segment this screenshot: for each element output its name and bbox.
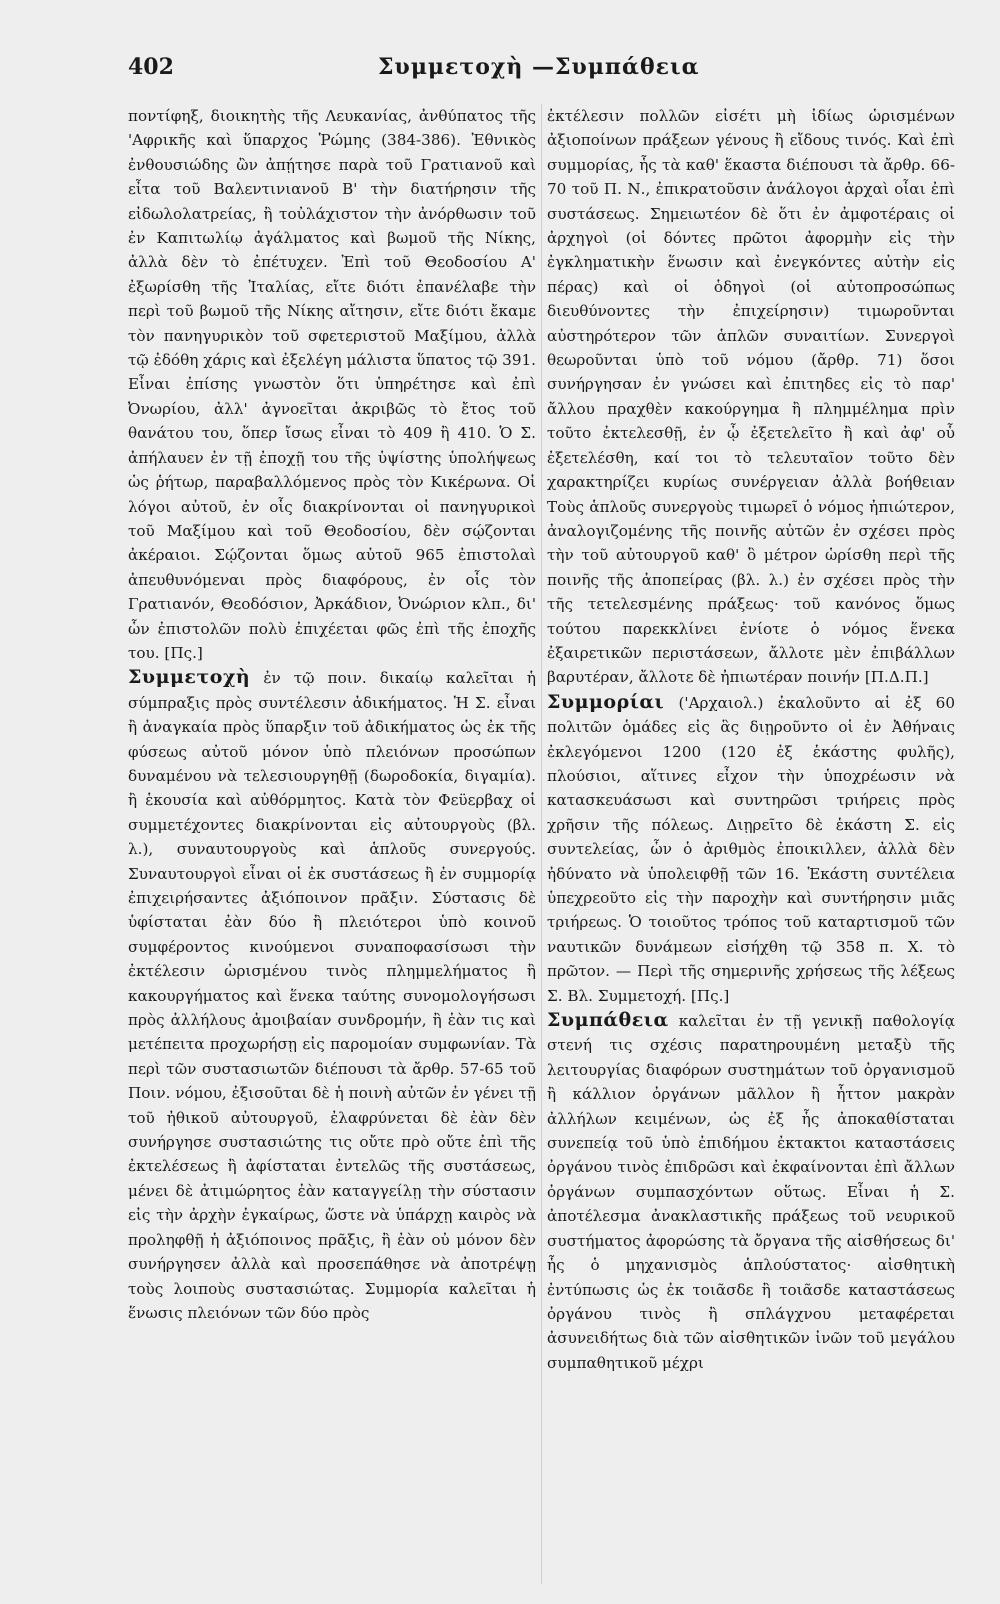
entry-headword: Συμπάθεια [547, 1009, 669, 1032]
entry-text: ('Αρχαιολ.) ἐκαλοῦντο αἱ ἐξ 60 πολιτῶν ὁμάδες εἰς ἃς διῃροῦντο οἱ ἐν Ἀθήναις ἐκλεγόμενοι 1200 (120 ἐξ ἑκάστης φυλῆς), πλούσιοι, αἵτινες εἶχον τὴν ὑποχρέωσιν νὰ κατασκευάσωσι καὶ συντηρῶσι τριήρεις πρὸς χρῆσιν τῆς πόλεως. Διῃρεῖτο δὲ ἑκάστη Σ. εἰς συντελείας, ὧν ὁ ἀριθμὸς ἐποικιλλεν, ἀλλὰ δὲν ἠδύνατο νὰ ὑπολειφθῇ τῶν 16. Ἑκάστη συντέλεια ὑπεχρεοῦτο εἰς τὴν παροχὴν καὶ συντήρησιν μιᾶς τριήρεως. Ὁ τοιοῦτος τρόπος τοῦ καταρτισμοῦ τῶν ναυτικῶν δυνάμεων εἰσήχθη τῷ 358 π. Χ. τὸ πρῶτον. — Περὶ τῆς σημερινῆς χρήσεως τῆς λέξεως Σ. Βλ. Συμμετοχή. [Πς.] [547, 693, 955, 1005]
right-column [547, 104, 955, 1584]
entry-headword: Συμμορίαι [547, 690, 665, 713]
paragraph-symmachus-continued: ποντίφηξ, διοικητὴς τῆς Λευκανίας, ἀνθύπατος τῆς 'Αφρικῆς καὶ ὕπαρχος Ῥώμης (384-386). Ἐθνικὸς ἐνθουσιώδης ὢν ἀπῄτησε παρὰ τοῦ Γρατιανοῦ καὶ εἶτα τοῦ Βαλεντινιανοῦ Β' τὴν διατήρησιν τῆς εἰδωλολατρείας, ἢ τοὐλάχιστον τὴν ἀνόρθωσιν τοῦ ἐν Καπιτωλίῳ ἀγάλματος καὶ βωμοῦ τῆς Νίκης, ἀλλὰ δὲν τὸ ἐπέτυχεν. Ἐπὶ τοῦ Θεοδοσίου Α' ἐξωρίσθη τῆς Ἰταλίας, εἴτε διότι ἐπανέλαβε τὴν περὶ τοῦ βωμοῦ τῆς Νίκης αἴτησιν, εἴτε διότι ἔκαμε τὸν πανηγυρικὸν τοῦ σφετεριστοῦ Μαξίμου, ἀλλὰ τῷ ἐδόθη χάρις καὶ ἐξελέγη μάλιστα ὕπατος τῷ 391. Εἶναι ἐπίσης γνωστὸν ὅτι ὑπηρέτησε καὶ ἐπὶ Ὀνωρίου, ἀλλ' ἀγνοεῖται ἀκριβῶς τὸ ἔτος τοῦ θανάτου του, ὅπερ ἴσως εἶναι τὸ 409 ἢ 410. Ὁ Σ. ἀπήλαυεν ἐν τῇ ἐποχῇ του τῆς ὑψίστης ὑπολήψεως ὡς ῥήτωρ, παραβαλλόμενος πρὸς τὸν Κικέρωνα. Οἱ λόγοι αὐτοῦ, ἐν οἷς διακρίνονται οἱ πανηγυρικοὶ τοῦ Μαξίμου καὶ τοῦ Θεοδοσίου, δὲν σῴζονται ἀκέραιοι. Σῴζονται ὅμως αὐτοῦ 965 ἐπιστολαὶ ἀπευθυνόμεναι πρὸς διαφόρους, ἐν οἷς τὸν Γρατιανόν, Θεοδόσιον, Ἀρκάδιον, Ὀνώριον κλπ., δι' ὧν ἐπιστολῶν πολὺ ἐπιχέεται φῶς ἐπὶ τῆς ἐποχῆς του. [Πς.] [128, 107, 536, 662]
entry-text: ἐν τῷ ποιν. δικαίῳ καλεῖται ἡ σύμπραξις πρὸς συντέλεσιν ἀδικήματος. Ἡ Σ. εἶναι ἢ ἀναγκαία πρὸς ὕπαρξιν τοῦ ἀδικήματος ὡς ἐκ τῆς φύσεως αὐτοῦ μόνον ὑπὸ πλειόνων προσώπων δυναμένου νὰ τελεσιουργηθῇ (δωροδοκία, διγαμία). ἢ ἑκουσία καὶ αὐθόρμητος. Κατὰ τὸν Φεϋερβαχ οἱ συμμετέχοντες διακρίνονται εἰς αὐτουργοὺς (βλ. λ.), συναυτουργοὺς καὶ ἁπλοῦς συνεργούς. Συναυτουργοὶ εἶναι οἱ ἐκ συστάσεως ἢ ἐν συμμορίᾳ ἐπιχειρήσαντες ἀξιόποινον πρᾶξιν. Σύστασις δὲ ὑφίσταται ἐὰν δύο ἢ πλειότεροι ὑπὸ κοινοῦ συμφέροντος κινούμενοι συναποφασίσωσι τὴν ἐκτέλεσιν ὡρισμένου τινὸς πλημμελήματος ἢ κακουργήματος καὶ ἕνεκα ταύτης συνομολογήσωσι πρὸς ἀλλήλους ἀμοιβαίαν συνδρομήν, ἢ ἐὰν τις καὶ μετέπειτα προχωρήσῃ εἰς παρομοίαν συμφωνίαν. Τὰ περὶ τῶν συστασιωτῶν διέπουσι τὰ ἄρθρ. 57-65 τοῦ Ποιν. νόμου, ἐξισοῦται δὲ ἡ ποινὴ αὐτῶν ἐν γένει τῇ τοῦ ἠθικοῦ αὐτουργοῦ, ἐλαφρύνεται δὲ ἐὰν δὲν συνήργησε συστασιώτης τις οὔτε πρὸ οὔτε ἐπὶ τῆς ἐκτελέσεως ἢ ἀφίσταται ἐντελῶς τῆς συστάσεως, μένει δὲ ἀτιμώρητος ἐὰν καταγγείλῃ τὴν σύστασιν εἰς τὴν ἀρχὴν ἐγκαίρως, ὥστε νὰ ὑπάρχῃ καιρὸς νὰ προληφθῇ ἡ ἀξιόποινος πρᾶξις, ἢ ἐὰν οὐ μόνον δὲν συνήργησεν ἀλλὰ καὶ προσεπάθησε νὰ ἀποτρέψῃ τοὺς λοιποὺς συστασιώτας. Συμμορία καλεῖται ἡ ἕνωσις πλειόνων τῶν δύο πρὸς [128, 669, 536, 1322]
page-header [128, 52, 948, 92]
entry-headword: Συμμετοχὴ [128, 666, 251, 689]
entry-sympatheia [547, 1008, 955, 1375]
entry-symmoriai [547, 690, 955, 1008]
page-number: 402 [128, 54, 174, 80]
running-title: Συμμετοχὴ —Συμπάθεια [378, 54, 700, 80]
paragraph-symmetochi-continued: ἐκτέλεσιν πολλῶν εἰσέτι μὴ ἰδίως ὡρισμένων ἀξιοποίνων πράξεων γένους ἢ εἴδους τινός. Καὶ ἐπὶ συμμορίας, ἧς τὰ καθ' ἕκαστα διέπουσι τὰ ἄρθρ. 66-70 τοῦ Π. Ν., ἐπικρατοῦσιν ἀνάλογοι ἀρχαὶ οἷαι ἐπὶ συστάσεως. Σημειωτέον δὲ ὅτι ἐν ἀμφοτέραις οἱ ἀρχηγοὶ (οἱ δόντες πρῶτοι ἀφορμὴν εἰς τὴν ἐγκληματικὴν ἕνωσιν καὶ ἐνεγκόντες αὐτὴν εἰς πέρας) καὶ οἱ ὁδηγοὶ (οἱ αὐτοπροσώπως διευθύνοντες τὴν ἐπιχείρησιν) τιμωροῦνται αὐστηρότερον τῶν ἁπλῶν συναιτίων. Συνεργοὶ θεωροῦνται ὑπὸ τοῦ νόμου (ἄρθρ. 71) ὅσοι συνήργησαν ἐν γνώσει καὶ ἐπιτηδες εἰς τὸ παρ' ἄλλου πραχθὲν κακούργημα ἢ πλημμέλημα πρὶν τοῦτο ἐκτελεσθῇ, ἐν ᾧ ἐξετελεῖτο ἢ καὶ ἀφ' οὗ ἐξετελέσθη, καί τοι τὸ τελευταῖον τοῦτο δὲν χαρακτηρίζει κυρίως συνέργειαν ἀλλὰ βοήθειαν Τοὺς ἁπλοῦς συνεργοὺς τιμωρεῖ ὁ νόμος ἠπιώτερον, ἀναλογιζομένης τῆς ποινῆς αὐτῶν ἐν σχέσει πρὸς τὴν τοῦ αὐτουργοῦ καθ' ὃ μέτρον ὡρίσθη περὶ τῆς ποινῆς τῆς ἀποπείρας (βλ. λ.) ἐν σχέσει πρὸς τὴν τῆς τετελεσμένης πράξεως· τοῦ κανόνος ὅμως τούτου παρεκκλίνει ἐνίοτε ὁ νόμος ἕνεκα ἐξαιρετικῶν περιστάσεων, ἄλλοτε μὲν ἐπιβάλλων βαρυτέραν, ἄλλοτε δὲ ἠπιωτέραν ποινήν [Π.Δ.Π.] [547, 107, 955, 687]
left-column [128, 104, 536, 1584]
entry-text: καλεῖται ἐν τῇ γενικῇ παθολογίᾳ στενή τις σχέσις παρατηρουμένη μεταξὺ τῆς λειτουργίας διαφόρων συστημάτων τοῦ ὀργανισμοῦ ἢ κάλλιον ὀργάνων μᾶλλον ἢ ἧττον μακρὰν ἀλλήλων κειμένων, ὡς ἐξ ἧς ἀποκαθίσταται συνεπείᾳ τοῦ ὑπὸ ἐπιδήμου ἐκτακτοι καταστάσεις ὀργάνου τινὸς ἐπιδρῶσι καὶ ἐκφαίνονται ἐπὶ ἄλλων ὀργάνων συμπασχόντων οὕτως. Εἶναι ἡ Σ. ἀποτέλεσμα ἀνακλαστικῆς πράξεως τοῦ νευρικοῦ συστήματος ἀφορώσης τὰ ὄργανα τῆς αἰσθήσεως δι' ἧς ὁ μηχανισμὸς ἁπλούστατος· αἰσθητικὴ ἐντύπωσις ὡς ἐκ τοιᾶσδε ἢ τοιᾶσδε καταστάσεως ὀργάνου τινὸς ἢ σπλάγχνου μεταφέρεται ἀσυνειδήτως διὰ τῶν αἰσθητικῶν ἰνῶν τοῦ μεγάλου συμπαθητικοῦ μέχρι [547, 1012, 955, 1372]
column-divider [541, 104, 542, 1584]
entry-symmetochi [128, 665, 536, 1325]
